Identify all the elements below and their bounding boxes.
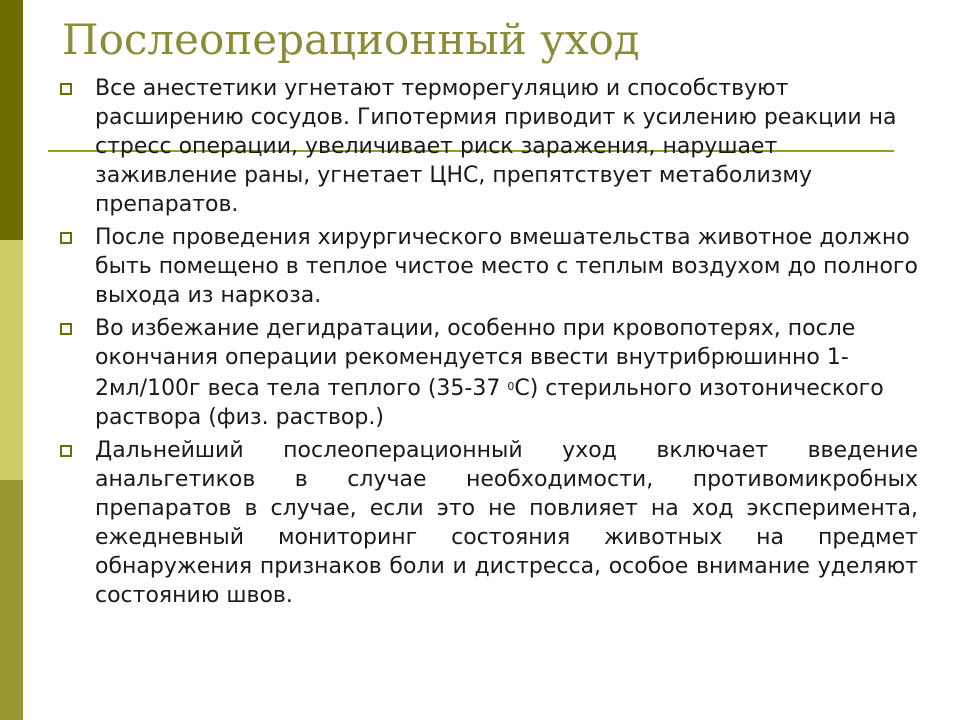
bullet-text-3-after: С) стерильного изотонического раствора (физ. раствор.) bbox=[95, 376, 884, 430]
bullet-item-4 bbox=[58, 436, 918, 610]
bullet-text-3 bbox=[95, 314, 918, 432]
side-band-bottom bbox=[0, 480, 23, 720]
square-bullet-icon bbox=[60, 83, 72, 95]
bullet-text-4: Дальнейший послеоперационный уход включает введение анальгетиков в случае необходимости, противомикробных препаратов в случае, если это не повлияет на ход эксперимента, ежедневный мониторинг состояния животных на предмет обнаружения признаков боли и дистресса, особое внимание уделяют состоянию швов. bbox=[95, 438, 918, 608]
bullet-text-2: После проведения хирургического вмешательства животное должно быть помещено в теплое чистое место с теплым воздухом до полного выхода из наркоза. bbox=[95, 225, 918, 308]
bullet-list bbox=[58, 74, 918, 614]
slide-title: Послеоперационный уход bbox=[62, 15, 640, 64]
bullet-text-3-before: Во избежание дегидратации, особенно при кровопотерях, после окончания операции рекомендуется ввести внутрибрюшинно 1-2мл/100г веса тела теплого (35-37 bbox=[95, 316, 856, 401]
side-band-top bbox=[0, 0, 23, 240]
side-band-middle bbox=[0, 240, 23, 480]
square-bullet-icon bbox=[60, 232, 72, 244]
square-bullet-icon bbox=[60, 323, 72, 335]
square-bullet-icon bbox=[60, 445, 72, 457]
bullet-item-3 bbox=[58, 314, 918, 432]
bullet-item-1 bbox=[58, 74, 918, 219]
bullet-item-2 bbox=[58, 223, 918, 310]
bullet-text-1: Все анестетики угнетают терморегуляцию и способствуют расширению сосудов. Гипотермия приводит к усилению реакции на стресс операции, увеличивает риск заражения, нарушает заживление раны, угнетает ЦНС, препятствует метаболизму препаратов. bbox=[95, 76, 897, 217]
degree-superscript: 0 bbox=[507, 380, 515, 393]
